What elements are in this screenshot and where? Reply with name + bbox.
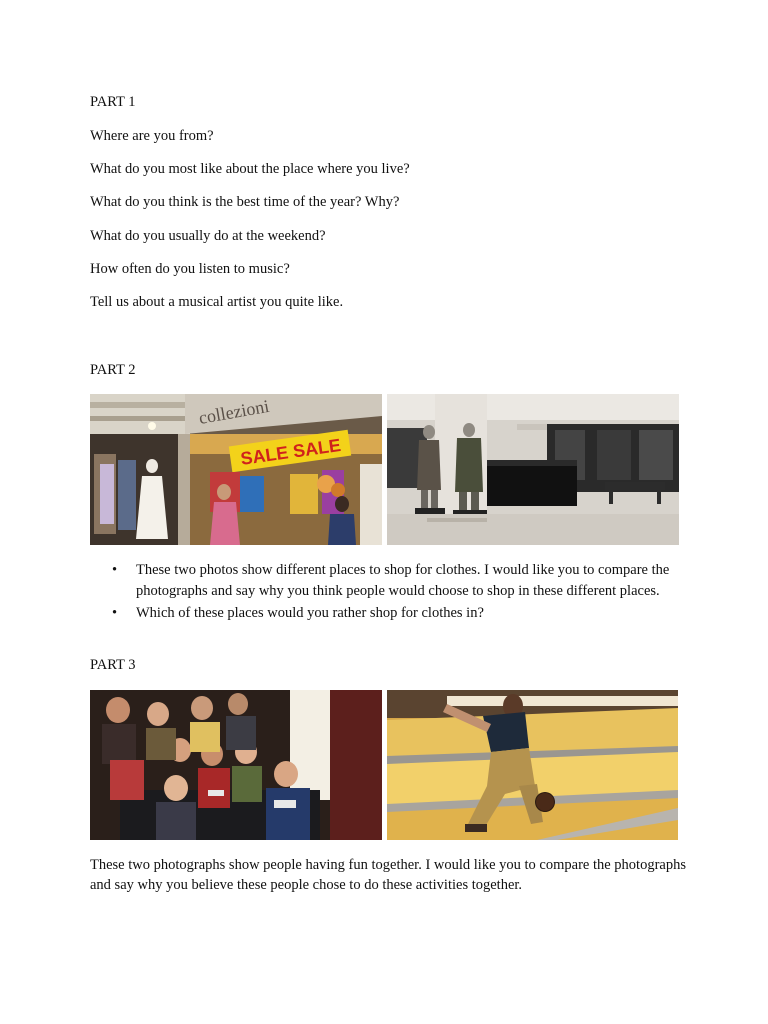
part2-bullet-1 xyxy=(90,560,690,601)
part1-question-2: What do you most like about the place where you live? xyxy=(90,161,410,177)
part2-bullet-2 xyxy=(90,603,690,624)
bullet-glyph: • xyxy=(112,605,118,621)
part3-instructions: These two photographs show people having fun together. I would like you to compare the photographs and say why you believe these people chose to do these activities together. xyxy=(90,857,686,893)
street-clothes-shop-photo xyxy=(90,394,382,545)
bowling-photo xyxy=(387,690,678,840)
part1-question-4: What do you usually do at the weekend? xyxy=(90,228,326,244)
part1-heading: PART 1 xyxy=(90,94,136,110)
part2-bullet-list xyxy=(90,560,690,626)
part2-bullet-2-text: Which of these places would you rather shop for clothes in? xyxy=(136,605,484,621)
part2-heading: PART 2 xyxy=(90,362,136,378)
friends-gaming-photo xyxy=(90,690,382,840)
part3-heading: PART 3 xyxy=(90,657,136,673)
part1-question-5: How often do you listen to music? xyxy=(90,261,290,277)
part2-bullet-1-text: These two photos show different places to shop for clothes. I would like you to compare the photographs and say why you think people would choose to shop in these different places. xyxy=(136,562,670,599)
part1-question-3: What do you think is the best time of the year? Why? xyxy=(90,194,400,210)
part1-question-1: Where are you from? xyxy=(90,128,214,144)
bullet-glyph: • xyxy=(112,562,118,578)
modern-clothes-store-photo xyxy=(387,394,679,545)
part1-question-6: Tell us about a musical artist you quite like. xyxy=(90,294,344,310)
sale-banner-text: SALE SALE xyxy=(239,434,343,469)
shop-sign-text: collezioni xyxy=(197,395,271,428)
